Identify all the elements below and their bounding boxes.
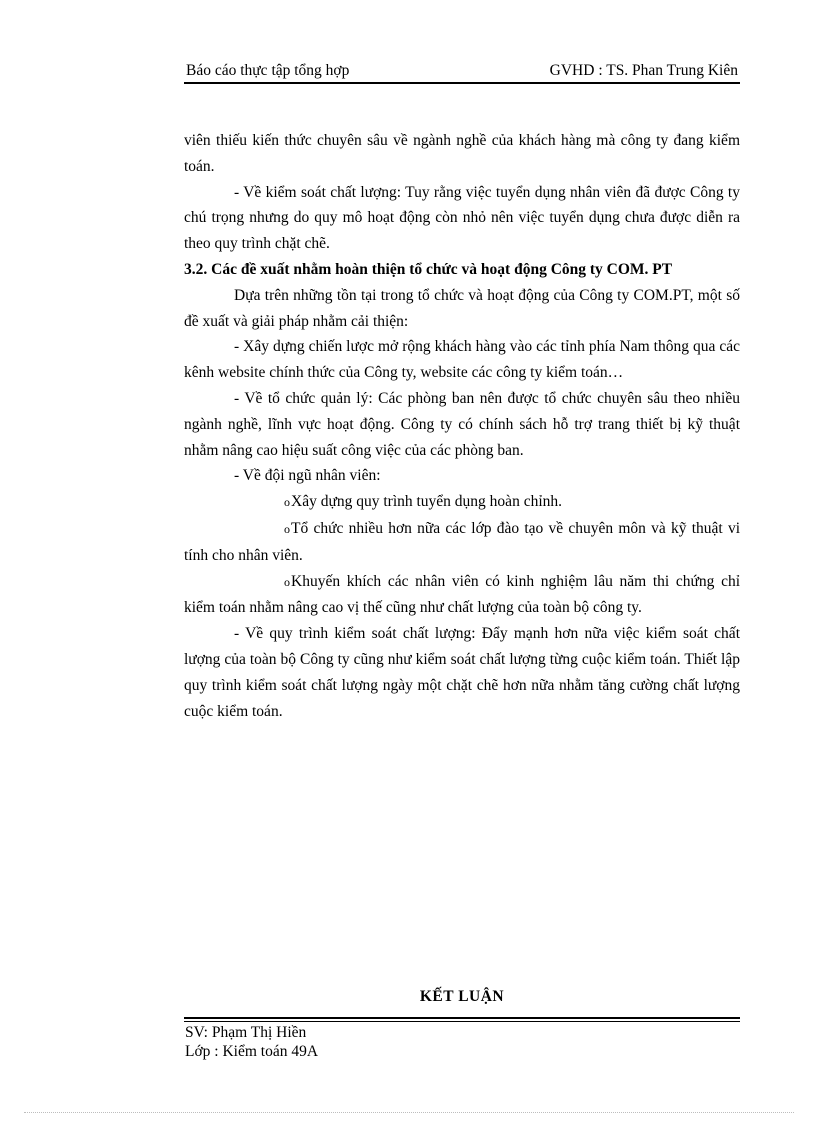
paragraph-continuation: viên thiếu kiến thức chuyên sâu về ngành nghề của khách hàng mà công ty đang kiểm toán. [184, 132, 740, 175]
bullet-item [184, 516, 740, 569]
page-boundary [24, 1112, 794, 1113]
bullet-text: Xây dựng quy trình tuyển dụng hoàn chỉnh. [291, 493, 563, 511]
header-supervisor: GVHD : TS. Phan Trung Kiên [549, 62, 738, 79]
bullet-item [184, 569, 740, 622]
paragraph-strategy: - Xây dựng chiến lược mở rộng khách hàng vào các tỉnh phía Nam thông qua các kênh website chính thức của Công ty, website các công ty kiểm toán… [184, 338, 740, 382]
conclusion-heading: KẾT LUẬN [419, 988, 505, 1005]
footer-divider-thick [184, 1017, 740, 1019]
bullet-item [184, 489, 740, 516]
header-report-title: Báo cáo thực tập tổng hợp [186, 62, 350, 79]
paragraph-staff: - Về đội ngũ nhân viên: [234, 467, 381, 485]
header-divider [184, 82, 740, 84]
bullet-circle-icon: o [284, 521, 290, 536]
paragraph-intro: Dựa trên những tồn tại trong tổ chức và hoạt động của Công ty COM.PT, một số đề xuất và giải pháp nhằm cải thiện: [184, 286, 740, 330]
paragraph-quality-process: - Về quy trình kiểm soát chất lượng: Đẩy mạnh hơn nữa việc kiểm soát chất lượng của toàn bộ Công ty cũng như kiểm soát chất lượng từng cuộc kiểm toán. Thiết lập quy trình kiểm soát chất lượng ngày một chặt chẽ hơn nữa nhằm tăng cường chất lượng cuộc kiểm toán. [184, 625, 740, 720]
bullet-circle-icon: o [284, 495, 290, 510]
paragraph-quality-control: - Về kiểm soát chất lượng: Tuy rằng việc tuyển dụng nhân viên đã được Công ty chú trọng nhưng do quy mô hoạt động còn nhỏ nên việc tuyển dụng chưa được diễn ra theo quy trình chặt chẽ. [184, 183, 740, 253]
paragraph-management: - Về tổ chức quản lý: Các phòng ban nên được tổ chức chuyên sâu theo nhiều ngành nghề, lĩnh vực hoạt động. Công ty có chính sách hỗ trợ trang thiết bị kỹ thuật nhằm nâng cao hiệu suất công việc của các phòng ban. [184, 389, 740, 459]
page-footer [184, 1023, 740, 1061]
footer-divider-thin [184, 1021, 740, 1022]
bullet-text: Khuyến khích các nhân viên có kinh nghiệm lâu năm thi chứng chỉ kiểm toán nhằm nâng cao vị thế cũng như chất lượng của toàn bộ công ty. [184, 572, 740, 617]
page-header [184, 60, 740, 82]
document-body [184, 128, 740, 724]
section-heading: 3.2. Các đề xuất nhằm hoàn thiện tổ chức và hoạt động Công ty COM. PT [184, 260, 673, 278]
footer-student: SV: Phạm Thị Hiền [185, 1024, 307, 1041]
bullet-circle-icon: o [284, 574, 290, 589]
bullet-text: Tổ chức nhiều hơn nữa các lớp đào tạo về chuyên môn và kỹ thuật vi tính cho nhân viên. [184, 519, 740, 564]
footer-class: Lớp : Kiểm toán 49A [185, 1043, 319, 1060]
